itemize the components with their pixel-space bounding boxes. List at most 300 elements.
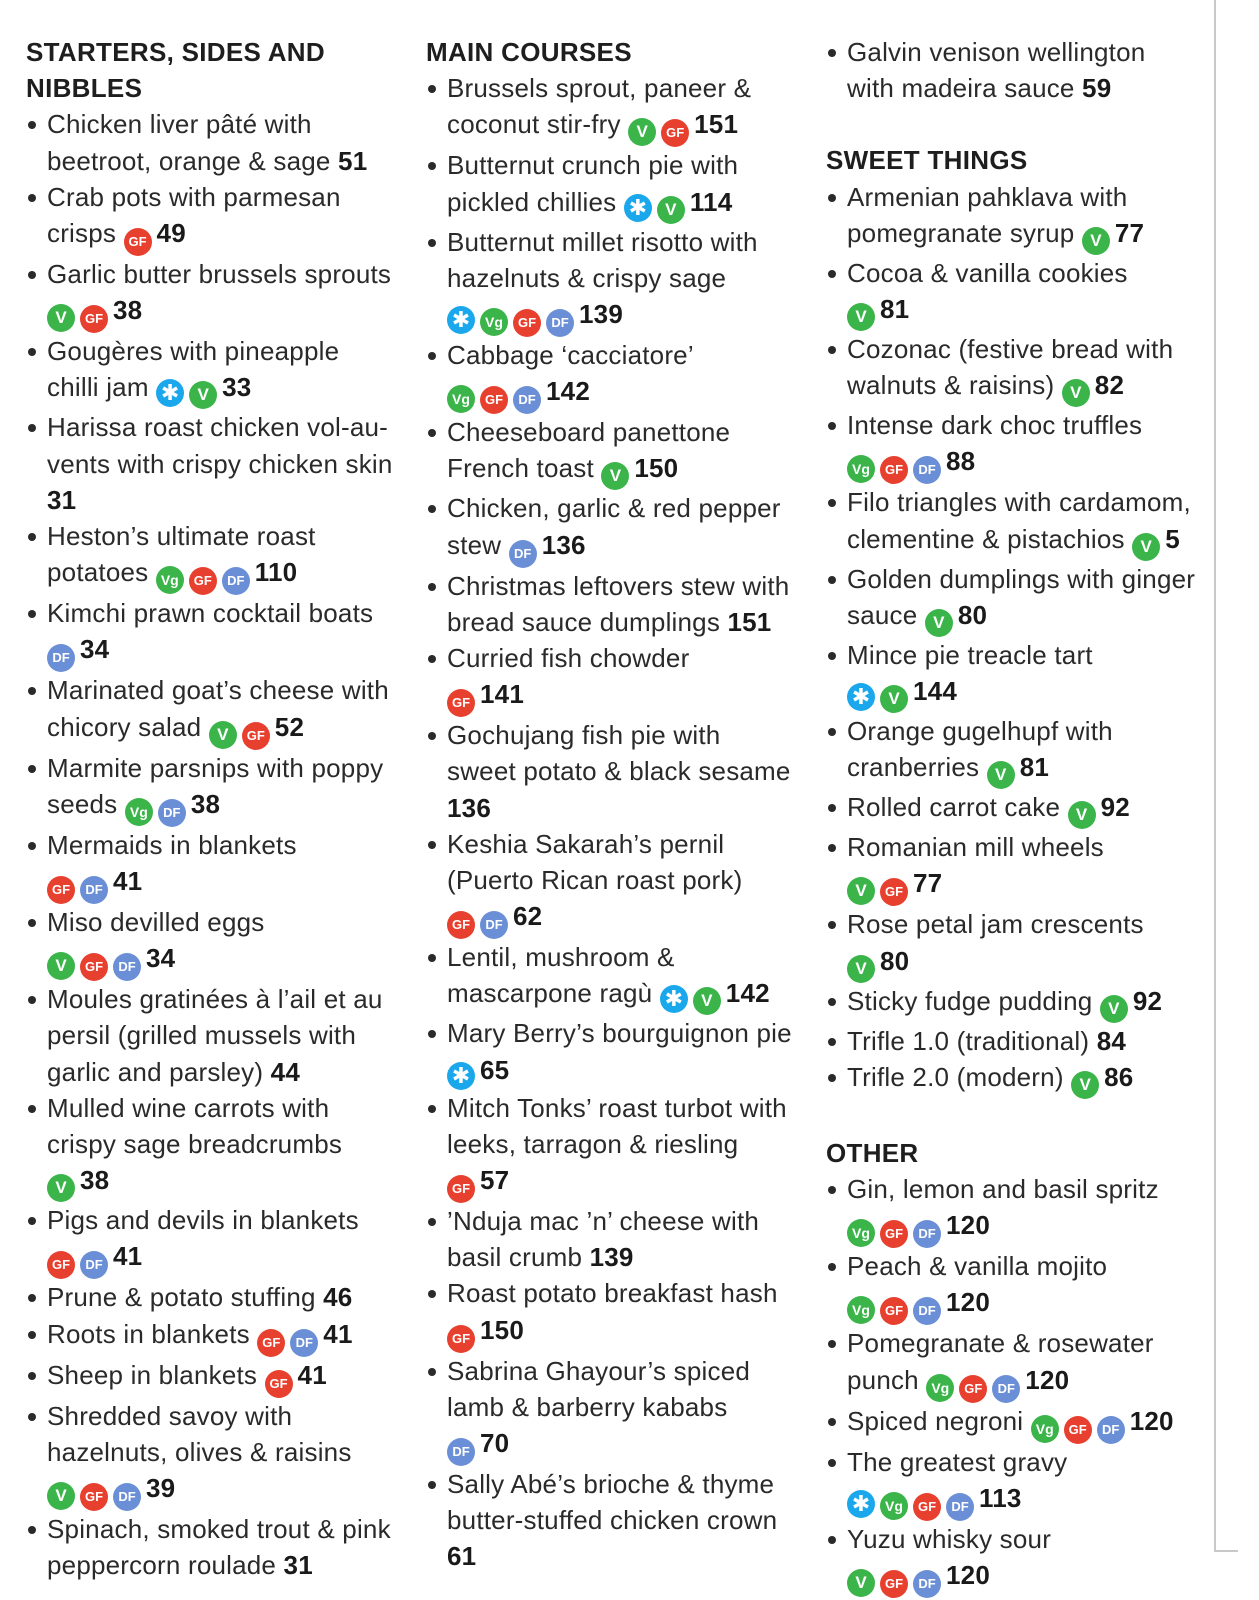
dairy-free-icon: DF <box>913 1297 941 1325</box>
dietary-badges <box>727 607 771 637</box>
index-column-3 <box>826 34 1196 1598</box>
page-edge-rule <box>1214 0 1216 1552</box>
recipe-list <box>426 70 796 1574</box>
freezable-icon: ✱ <box>847 683 875 711</box>
dietary-badges <box>601 453 679 486</box>
page-number: 92 <box>1100 792 1130 823</box>
recipe-list <box>826 1171 1196 1598</box>
dietary-badges <box>1071 1062 1133 1092</box>
page-number: 33 <box>222 372 252 403</box>
recipe-entry <box>826 1521 1196 1598</box>
dietary-badges <box>628 109 739 142</box>
dairy-free-icon: DF <box>1097 1416 1125 1444</box>
dietary-badges <box>447 1054 510 1088</box>
page-number: 61 <box>447 1541 477 1572</box>
recipe-entry <box>426 490 796 567</box>
index-section <box>826 142 1196 1098</box>
dietary-badges <box>447 793 491 823</box>
gluten-free-icon: GF <box>913 1493 941 1521</box>
page-number: 80 <box>880 945 910 976</box>
page-number: 77 <box>1114 217 1145 248</box>
page-number: 120 <box>946 1210 990 1241</box>
recipe-entry <box>26 1357 396 1398</box>
page-number: 142 <box>725 978 770 1009</box>
recipe-entry <box>26 1090 396 1202</box>
dietary-badges <box>1031 1406 1174 1436</box>
section-heading: SWEET THINGS <box>826 145 1028 176</box>
page-number: 34 <box>80 634 110 665</box>
page-number: 120 <box>946 1287 990 1318</box>
dietary-badges <box>125 789 220 819</box>
freezable-icon: ✱ <box>624 194 652 222</box>
dietary-badges <box>447 1541 476 1571</box>
recipe-name: Mince pie treacle tart <box>847 639 1093 670</box>
vegetarian-icon: V <box>47 952 75 980</box>
dietary-badges <box>47 485 76 515</box>
recipe-name: Pigs and devils in blankets <box>47 1205 359 1236</box>
dietary-badges <box>847 676 957 710</box>
freezable-icon: ✱ <box>660 985 688 1013</box>
vegetarian-icon: V <box>925 609 953 637</box>
recipe-name: Armenian pahklava with pomegranate syrup <box>847 181 1128 248</box>
recipe-entry <box>26 1511 396 1583</box>
dietary-badges <box>447 1315 524 1345</box>
recipe-name: Kimchi prawn cocktail boats <box>47 598 374 629</box>
recipe-entry <box>826 1023 1196 1059</box>
dairy-free-icon: DF <box>80 876 108 904</box>
recipe-entry <box>26 750 396 827</box>
recipe-name: Sabrina Ghayour’s spiced lamb & barberry kababs <box>447 1355 751 1422</box>
vegetarian-icon: V <box>847 303 875 331</box>
recipe-name: Cozonac (festive bread with walnuts & raisins) <box>847 334 1174 401</box>
recipe-list <box>826 179 1196 1099</box>
page-number: 144 <box>913 676 957 707</box>
recipe-entry <box>26 1398 396 1511</box>
gluten-free-icon: GF <box>447 689 475 717</box>
vegetarian-icon: V <box>987 761 1015 789</box>
dietary-badges <box>47 866 142 896</box>
page-number: 120 <box>1129 1405 1174 1436</box>
dietary-badges <box>1097 1026 1126 1056</box>
dietary-badges <box>847 1560 990 1593</box>
page-number: 142 <box>546 376 590 407</box>
recipe-name: Garlic butter brussels sprouts <box>47 259 392 290</box>
gluten-free-icon: GF <box>661 119 689 147</box>
recipe-name: Pomegranate & rosewater punch <box>847 1328 1154 1395</box>
recipe-name: Gougères with pineapple chilli jam <box>47 336 340 403</box>
recipe-entry <box>826 179 1196 255</box>
recipe-entry <box>826 484 1196 560</box>
recipe-name: Miso devilled eggs <box>47 907 265 938</box>
dietary-badges <box>1062 370 1125 403</box>
page-number: 82 <box>1094 370 1125 401</box>
gluten-free-icon: GF <box>80 1483 108 1511</box>
page-number: 65 <box>480 1054 510 1085</box>
recipe-name: Mary Berry’s bourguignon pie <box>447 1018 792 1049</box>
recipe-name: Romanian mill wheels <box>847 832 1104 863</box>
vegetarian-icon: V <box>693 987 721 1015</box>
recipe-entry <box>826 829 1196 906</box>
recipe-name: Gochujang fish pie with sweet potato & black sesame <box>447 720 791 787</box>
recipe-entry <box>26 106 396 178</box>
dietary-badges <box>447 299 623 333</box>
index-column-2 <box>426 34 796 1575</box>
dietary-badges <box>209 712 304 742</box>
page-number: 120 <box>946 1560 990 1591</box>
recipe-entry <box>426 1090 796 1203</box>
vegan-icon: Vg <box>125 798 153 826</box>
dietary-badges <box>847 446 975 476</box>
dietary-badges <box>1132 524 1180 554</box>
page-number: 41 <box>323 1318 353 1349</box>
dietary-badges <box>447 376 590 406</box>
dietary-badges <box>156 557 298 587</box>
section-heading: MAIN COURSES <box>426 37 632 67</box>
vegan-icon: Vg <box>1031 1415 1059 1443</box>
recipe-entry <box>826 906 1196 982</box>
freezable-icon: ✱ <box>447 1062 475 1090</box>
page-number: 136 <box>541 529 586 560</box>
page-number: 34 <box>146 943 176 974</box>
recipe-name: Sticky fudge pudding <box>847 985 1093 1016</box>
vegetarian-icon: V <box>1068 801 1096 829</box>
page-number: 62 <box>513 901 543 932</box>
vegetarian-icon: V <box>601 462 629 490</box>
dietary-badges <box>156 372 252 406</box>
index-section <box>826 34 1196 106</box>
page-number: 41 <box>297 1359 327 1390</box>
vegan-icon: Vg <box>480 308 508 336</box>
page-number: 81 <box>880 294 910 325</box>
recipe-entry <box>26 904 396 981</box>
recipe-entry <box>826 1403 1196 1444</box>
dietary-badges <box>47 1241 142 1271</box>
recipe-entry <box>26 1279 396 1315</box>
recipe-entry <box>26 179 396 256</box>
dietary-badges <box>847 1287 990 1317</box>
vegan-icon: Vg <box>880 1492 908 1520</box>
vegetarian-icon: V <box>847 877 875 905</box>
vegetarian-icon: V <box>847 1569 875 1597</box>
dairy-free-icon: DF <box>546 309 574 337</box>
recipe-name: Peach & vanilla mojito <box>847 1251 1108 1282</box>
recipe-name: Rolled carrot cake <box>847 792 1061 823</box>
recipe-name: Mulled wine carrots with crispy sage breadcrumbs <box>47 1092 343 1160</box>
recipe-entry <box>426 414 796 490</box>
gluten-free-icon: GF <box>447 911 475 939</box>
dietary-badges <box>47 943 176 976</box>
page-number: 120 <box>1025 1364 1070 1395</box>
recipe-entry <box>426 568 796 640</box>
vegetarian-icon: V <box>1082 227 1110 255</box>
vegetarian-icon: V <box>47 1482 75 1510</box>
recipe-name: Cocoa & vanilla cookies <box>847 257 1128 288</box>
dairy-free-icon: DF <box>80 1251 108 1279</box>
gluten-free-icon: GF <box>47 1251 75 1279</box>
recipe-entry <box>426 826 796 939</box>
page-number: 41 <box>113 866 143 897</box>
page-number: 151 <box>727 606 772 637</box>
page-number: 31 <box>283 1550 313 1581</box>
recipe-name: Moules gratinées à l’ail et au persil (grilled mussels with garlic and parsley) <box>47 984 383 1087</box>
gluten-free-icon: GF <box>124 228 152 256</box>
recipe-name: The greatest gravy <box>847 1446 1068 1477</box>
dietary-badges <box>847 294 910 327</box>
page-number: 41 <box>113 1241 143 1272</box>
dietary-badges <box>47 1165 110 1198</box>
recipe-entry <box>826 331 1196 407</box>
recipe-name: Cheeseboard panettone French toast <box>447 417 731 484</box>
dairy-free-icon: DF <box>946 1493 974 1521</box>
dairy-free-icon: DF <box>913 1220 941 1248</box>
recipe-entry <box>26 1316 396 1357</box>
dietary-badges <box>1082 73 1111 103</box>
dietary-badges <box>47 295 143 328</box>
vegetarian-icon: V <box>1100 995 1128 1023</box>
vegetarian-icon: V <box>47 304 75 332</box>
recipe-entry <box>26 981 396 1090</box>
recipe-name: Keshia Sakarah’s pernil (Puerto Rican roast pork) <box>447 828 743 896</box>
gluten-free-icon: GF <box>242 722 270 750</box>
recipe-name: Lentil, mushroom & mascarpone ragù <box>447 942 675 1009</box>
recipe-entry <box>426 1015 796 1089</box>
vegetarian-icon: V <box>47 1174 75 1202</box>
recipe-entry <box>26 409 396 518</box>
recipe-name: Spiced negroni <box>847 1405 1024 1436</box>
dairy-free-icon: DF <box>447 1438 475 1466</box>
recipe-entry <box>426 1466 796 1575</box>
dietary-badges <box>47 634 109 664</box>
index-section <box>26 34 396 1583</box>
page-number: 92 <box>1132 985 1163 1016</box>
recipe-name: Curried fish chowder <box>447 643 690 674</box>
page-number: 139 <box>579 299 623 330</box>
dairy-free-icon: DF <box>113 1483 141 1511</box>
page-number: 88 <box>946 446 976 477</box>
page-number: 31 <box>47 484 77 515</box>
dietary-badges <box>925 600 987 630</box>
dietary-badges <box>284 1550 313 1580</box>
recipe-name: Sheep in blankets <box>47 1359 258 1390</box>
index-column-1 <box>26 34 396 1583</box>
recipe-name: Harissa roast chicken vol-au-vents with crispy chicken skin <box>47 412 393 479</box>
section-heading: STARTERS, SIDES AND NIBBLES <box>26 37 325 104</box>
vegan-icon: Vg <box>447 385 475 413</box>
page-number: 38 <box>190 788 221 819</box>
section-heading: OTHER <box>826 1137 919 1168</box>
vegetarian-icon: V <box>189 381 217 409</box>
recipe-entry <box>426 939 796 1015</box>
gluten-free-icon: GF <box>80 305 108 333</box>
recipe-entry <box>826 34 1196 106</box>
recipe-name: Mitch Tonks’ roast turbot with leeks, tarragon & riesling <box>447 1092 787 1159</box>
section-spacer <box>826 106 1196 142</box>
recipe-entry <box>826 1059 1196 1099</box>
recipe-name: Crab pots with parmesan crisps <box>47 181 341 249</box>
dietary-badges <box>124 218 186 248</box>
gluten-free-icon: GF <box>959 1375 987 1403</box>
dietary-badges <box>847 1482 1022 1516</box>
recipe-entry <box>426 147 796 223</box>
recipe-entry <box>826 789 1196 829</box>
index-section <box>826 1135 1196 1598</box>
recipe-name: Orange gugelhupf with cranberries <box>847 716 1113 783</box>
freezable-icon: ✱ <box>447 306 475 334</box>
vegetarian-icon: V <box>657 196 685 224</box>
dietary-badges <box>257 1319 352 1349</box>
recipe-name: Marinated goat’s cheese with chicory salad <box>47 675 389 742</box>
dairy-free-icon: DF <box>913 456 941 484</box>
page-number: 52 <box>274 711 305 742</box>
recipe-entry <box>826 1171 1196 1248</box>
recipe-name: Christmas leftovers stew with bread sauce dumplings <box>447 570 790 637</box>
gluten-free-icon: GF <box>880 1297 908 1325</box>
dietary-badges <box>660 978 770 1012</box>
dietary-badges <box>1068 792 1130 825</box>
page-number: 39 <box>146 1473 176 1504</box>
recipe-name: Galvin venison wellington with madeira sauce <box>847 37 1146 104</box>
recipe-name: Yuzu whisky sour <box>847 1523 1052 1554</box>
gluten-free-icon: GF <box>447 1175 475 1203</box>
recipe-list <box>826 34 1196 106</box>
recipe-name: Filo triangles with cardamom, clementine & pistachios <box>847 487 1191 554</box>
gluten-free-icon: GF <box>1064 1416 1092 1444</box>
page-number: 44 <box>270 1056 300 1087</box>
recipe-entry <box>826 1325 1196 1402</box>
dietary-badges <box>1082 218 1144 248</box>
dairy-free-icon: DF <box>47 644 75 672</box>
recipe-name: Chicken liver pâté with beetroot, orange & sage <box>47 109 331 176</box>
gluten-free-icon: GF <box>880 1220 908 1248</box>
page-number: 150 <box>480 1314 524 1345</box>
vegetarian-icon: V <box>880 685 908 713</box>
recipe-entry <box>426 70 796 147</box>
dairy-free-icon: DF <box>513 386 541 414</box>
page-number: 77 <box>913 868 943 899</box>
recipe-entry <box>426 1275 796 1352</box>
recipe-name: Rose petal jam crescents <box>847 909 1144 940</box>
recipe-name: Marmite parsnips with poppy seeds <box>47 752 384 819</box>
page-number: 49 <box>156 218 186 249</box>
recipe-name: Trifle 1.0 (traditional) <box>847 1025 1090 1056</box>
dairy-free-icon: DF <box>992 1375 1020 1403</box>
vegetarian-icon: V <box>1062 379 1090 407</box>
page-number: 46 <box>323 1282 353 1313</box>
recipe-entry <box>426 717 796 826</box>
recipe-name: Butternut crunch pie with pickled chillies <box>447 150 739 217</box>
index-section <box>426 34 796 1575</box>
recipe-entry <box>826 255 1196 331</box>
dietary-badges <box>847 868 943 901</box>
page-number: 51 <box>338 145 368 176</box>
dairy-free-icon: DF <box>480 911 508 939</box>
dairy-free-icon: DF <box>290 1329 318 1357</box>
gluten-free-icon: GF <box>265 1370 293 1398</box>
recipe-entry <box>826 983 1196 1023</box>
dairy-free-icon: DF <box>222 567 250 595</box>
recipe-name: ’Nduja mac ’n’ cheese with basil crumb <box>447 1206 760 1273</box>
dietary-badges <box>1100 986 1162 1016</box>
recipe-name: Roast potato breakfast hash <box>447 1278 778 1309</box>
freezable-icon: ✱ <box>847 1490 875 1518</box>
page-number: 57 <box>480 1165 510 1196</box>
vegan-icon: Vg <box>926 1374 954 1402</box>
dietary-badges <box>987 752 1050 785</box>
recipe-name: Intense dark choc truffles <box>847 410 1143 441</box>
recipe-entry <box>426 1353 796 1466</box>
page-number: 150 <box>634 453 679 484</box>
vegetarian-icon: V <box>628 118 656 146</box>
dietary-badges <box>447 1165 509 1195</box>
dietary-badges <box>265 1360 327 1390</box>
page-number: 86 <box>1104 1061 1134 1092</box>
dietary-badges <box>847 1210 990 1240</box>
vegan-icon: Vg <box>847 455 875 483</box>
page-number: 141 <box>480 679 524 710</box>
page-number: 5 <box>1165 523 1180 554</box>
page-number: 38 <box>80 1165 110 1196</box>
dietary-badges <box>338 146 367 176</box>
recipe-entry <box>26 595 396 672</box>
page-number: 114 <box>689 186 733 217</box>
dietary-badges <box>447 679 524 709</box>
recipe-name: Mermaids in blankets <box>47 829 297 860</box>
recipe-entry <box>826 561 1196 637</box>
vegetarian-icon: V <box>1071 1071 1099 1099</box>
dietary-badges <box>847 946 909 976</box>
dietary-badges <box>271 1057 300 1087</box>
dietary-badges <box>447 1428 509 1458</box>
page-number: 70 <box>480 1428 510 1459</box>
dairy-free-icon: DF <box>913 1570 941 1598</box>
recipe-entry <box>826 637 1196 713</box>
page-number: 81 <box>1019 752 1050 783</box>
dairy-free-icon: DF <box>113 953 141 981</box>
recipe-name: Spinach, smoked trout & pink peppercorn roulade <box>47 1514 391 1581</box>
dietary-badges <box>926 1365 1069 1395</box>
recipe-entry <box>26 518 396 595</box>
page-number: 84 <box>1096 1025 1127 1056</box>
page-edge-rule-tick <box>1214 1550 1238 1552</box>
recipe-name: Gin, lemon and basil spritz <box>847 1174 1159 1205</box>
gluten-free-icon: GF <box>447 1325 475 1353</box>
gluten-free-icon: GF <box>880 456 908 484</box>
dairy-free-icon: DF <box>158 799 186 827</box>
recipe-entry <box>26 827 396 904</box>
recipe-entry <box>426 1203 796 1275</box>
recipe-name: Chicken, garlic & red pepper stew <box>447 493 781 560</box>
page-number: 136 <box>447 792 491 823</box>
recipe-entry <box>826 407 1196 484</box>
recipe-entry <box>826 1444 1196 1521</box>
recipe-name: Heston’s ultimate roast potatoes <box>47 521 316 588</box>
dietary-badges <box>447 901 542 931</box>
recipe-name: Sally Abé’s brioche & thyme butter-stuffed chicken crown <box>447 1469 778 1536</box>
recipe-name: Prune & potato stuffing <box>47 1282 316 1313</box>
recipe-name: Cabbage ‘cacciatore’ <box>447 340 694 371</box>
page-number: 80 <box>957 599 988 630</box>
gluten-free-icon: GF <box>257 1329 285 1357</box>
dietary-badges <box>590 1242 634 1272</box>
recipe-list <box>26 106 396 1583</box>
gluten-free-icon: GF <box>880 878 908 906</box>
recipe-entry <box>426 224 796 337</box>
page-number: 151 <box>694 109 739 140</box>
recipe-entry <box>426 337 796 414</box>
gluten-free-icon: GF <box>513 309 541 337</box>
gluten-free-icon: GF <box>880 1570 908 1598</box>
dietary-badges <box>323 1282 352 1312</box>
